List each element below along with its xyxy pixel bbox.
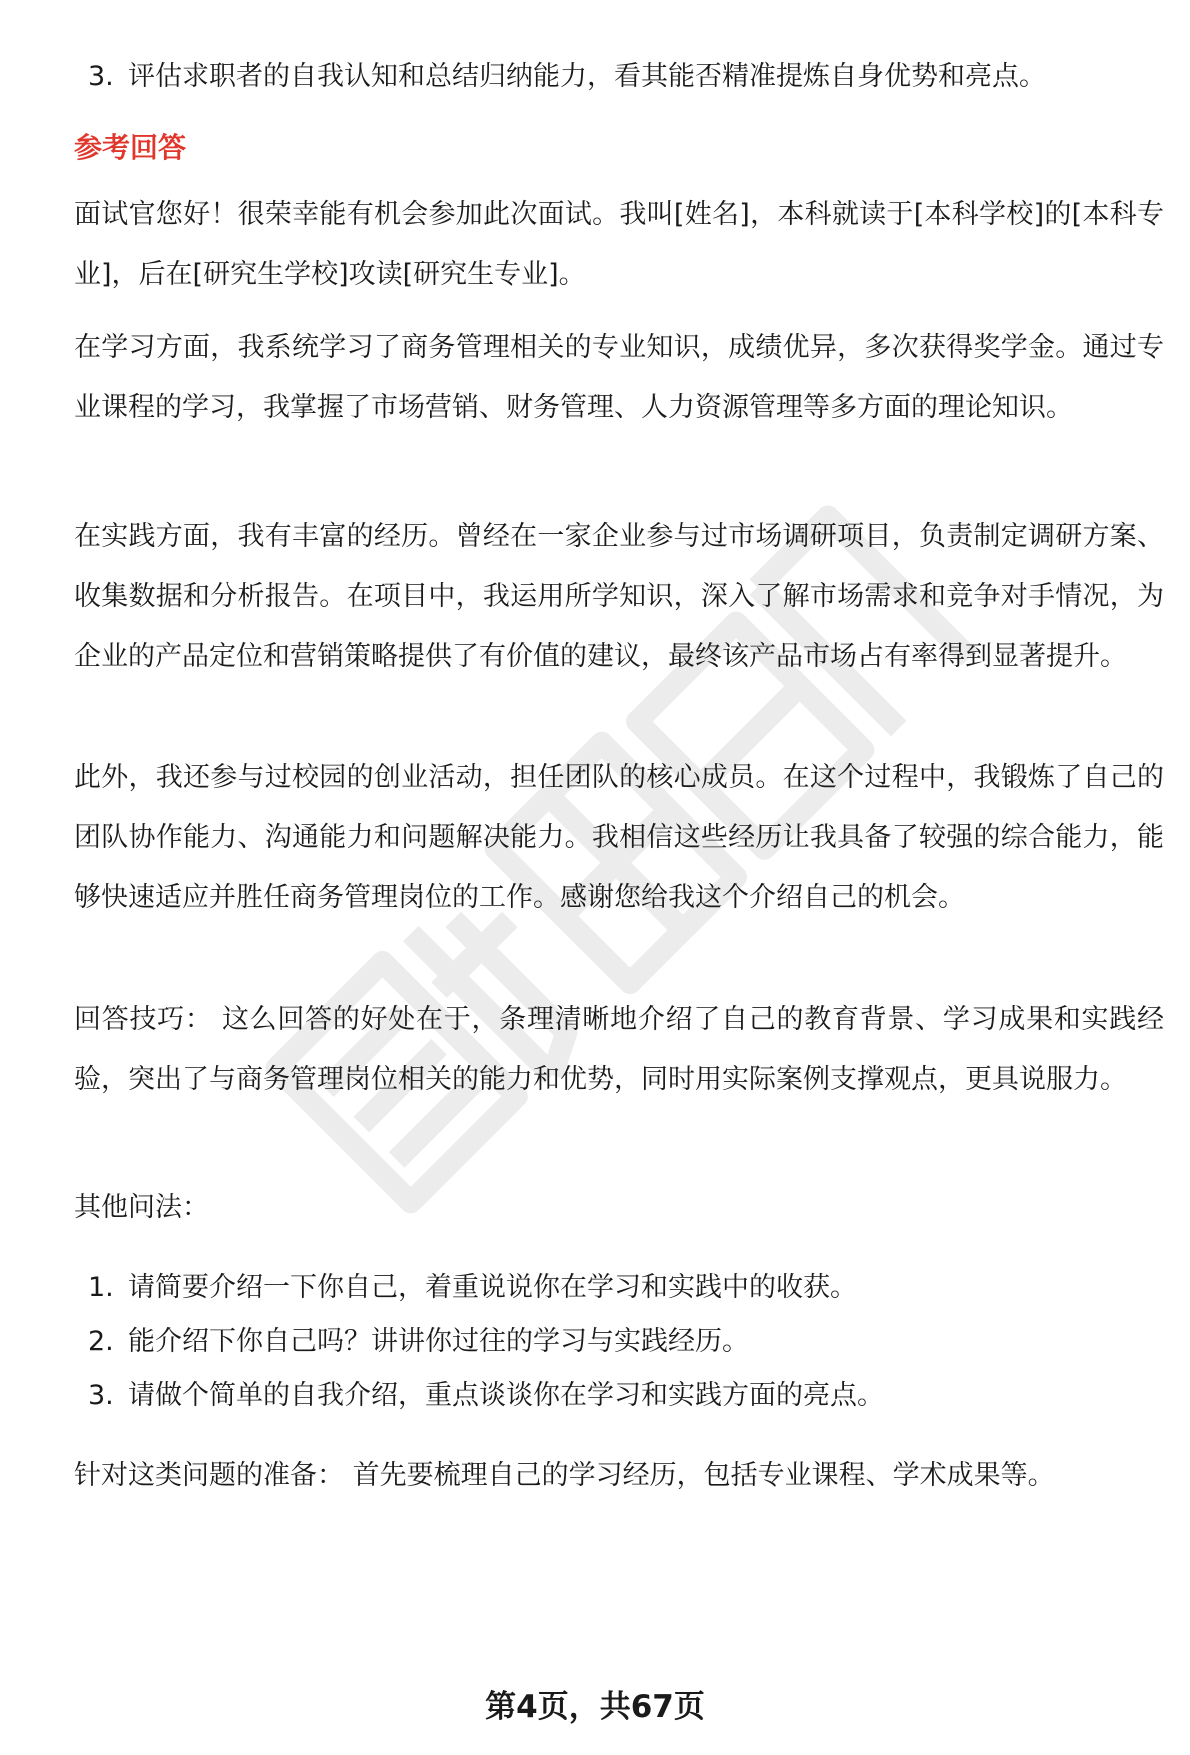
preparation-text: 针对这类问题的准备： 首先要梳理自己的学习经历，包括专业课程、学术成果等。	[74, 1460, 1055, 1491]
list-text: 能介绍下你自己吗？讲讲你过往的学习与实践经历。	[128, 1326, 749, 1357]
other-question-2	[88, 1322, 749, 1362]
paragraph-practice: 在实践方面，我有丰富的经历。曾经在一家企业参与过市场调研项目，负责制定调研方案、收集数据和分析报告。在项目中，我运用所学知识，深入了解市场需求和竞争对手情况，为企业的产品定位和营销策略提供了有价值的建议，最终该产品市场占有率得到显著提升。	[74, 521, 1164, 672]
paragraph-extra: 此外，我还参与过校园的创业活动，担任团队的核心成员。在这个过程中，我锻炼了自己的团队协作能力、沟通能力和问题解决能力。我相信这些经历让我具备了较强的综合能力，能够快速适应并胜任商务管理岗位的工作。感谢您给我这个介绍自己的机会。	[74, 762, 1164, 913]
list-text: 评估求职者的自我认知和总结归纳能力，看其能否精准提炼自身优势和亮点。	[128, 61, 1046, 92]
paragraph-study: 在学习方面，我系统学习了商务管理相关的专业知识，成绩优异，多次获得奖学金。通过专业课程的学习，我掌握了市场营销、财务管理、人力资源管理等多方面的理论知识。	[74, 332, 1164, 423]
list-text: 请简要介绍一下你自己，着重说说你在学习和实践中的收获。	[128, 1272, 857, 1303]
other-question-1	[88, 1268, 857, 1308]
list-text: 请做个简单的自我介绍，重点谈谈你在学习和实践方面的亮点。	[128, 1380, 884, 1411]
list-number: 2.	[88, 1326, 114, 1357]
paragraph-tips: 回答技巧： 这么回答的好处在于，条理清晰地介绍了自己的教育背景、学习成果和实践经验，突出了与商务管理岗位相关的能力和优势，同时用实际案例支撑观点，更具说服力。	[74, 1004, 1164, 1095]
other-questions-label: 其他问法：	[74, 1192, 209, 1223]
criteria-item-3	[88, 57, 1046, 97]
list-number: 3.	[88, 61, 114, 92]
paragraph-intro: 面试官您好！很荣幸能有机会参加此次面试。我叫[姓名]，本科就读于[本科学校]的[本科专业]，后在[研究生学校]攻读[研究生专业]。	[74, 199, 1164, 290]
list-number: 3.	[88, 1380, 114, 1411]
page-number-footer: 第4页，共67页	[485, 1689, 705, 1725]
list-number: 1.	[88, 1272, 114, 1303]
other-question-3	[88, 1376, 884, 1416]
answer-heading: 参考回答	[74, 131, 187, 164]
